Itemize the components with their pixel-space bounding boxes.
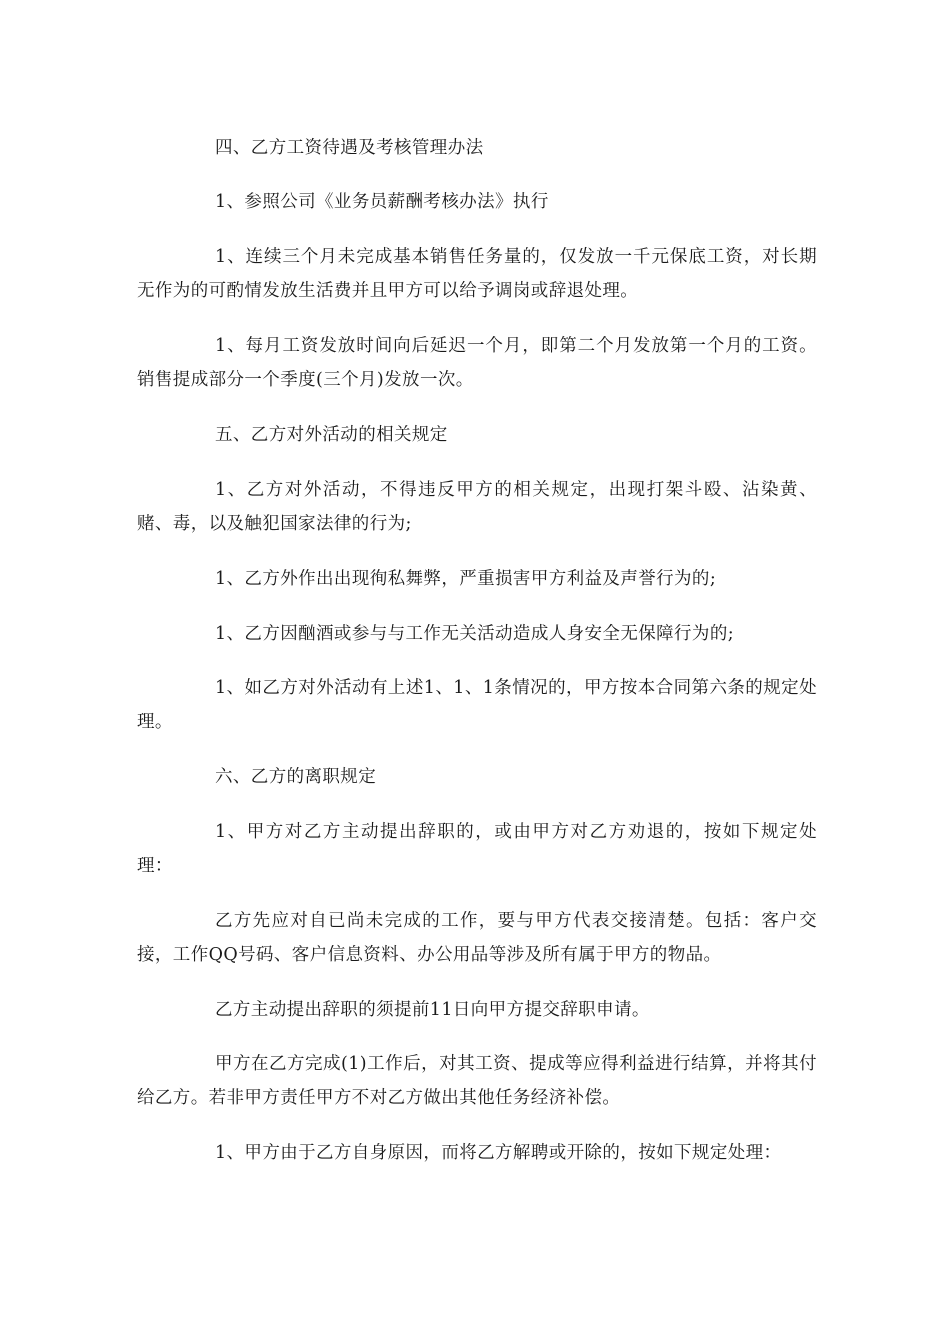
paragraph: 乙方先应对自已尚未完成的工作，要与甲方代表交接清楚。包括：客户交接，工作QQ号码、客户信息资料、办公用品等涉及所有属于甲方的物品。 [137, 911, 817, 965]
section-heading-6: 六、乙方的离职规定 [215, 767, 377, 787]
paragraph: 1、乙方因酗酒或参与与工作无关活动造成人身安全无保障行为的; [215, 624, 735, 644]
paragraph: 1、每月工资发放时间向后延迟一个月，即第二个月发放第一个月的工资。销售提成部分一个季度(三个月)发放一次。 [137, 336, 817, 390]
paragraph: 1、乙方外作出出现徇私舞弊，严重损害甲方利益及声誉行为的; [215, 569, 717, 589]
section-heading-4: 四、乙方工资待遇及考核管理办法 [215, 138, 484, 158]
section-heading-5: 五、乙方对外活动的相关规定 [215, 425, 448, 445]
paragraph: 甲方在乙方完成(1)工作后，对其工资、提成等应得利益进行结算，并将其付给乙方。若非甲方责任甲方不对乙方做出其他任务经济补偿。 [137, 1054, 817, 1108]
paragraph: 1、甲方对乙方主动提出辞职的，或由甲方对乙方劝退的，按如下规定处理： [137, 822, 817, 876]
paragraph: 1、甲方由于乙方自身原因，而将乙方解聘或开除的，按如下规定处理： [215, 1143, 782, 1163]
paragraph: 1、参照公司《业务员薪酬考核办法》执行 [215, 192, 549, 212]
paragraph: 1、如乙方对外活动有上述1、1、1条情况的，甲方按本合同第六条的规定处理。 [137, 678, 817, 732]
paragraph: 1、乙方对外活动，不得违反甲方的相关规定，出现打架斗殴、沾染黄、赌、毒，以及触犯国家法律的行为; [137, 480, 817, 534]
paragraph: 乙方主动提出辞职的须提前11日向甲方提交辞职申请。 [215, 1000, 650, 1020]
paragraph: 1、连续三个月未完成基本销售任务量的，仅发放一千元保底工资，对长期无作为的可酌情发放生活费并且甲方可以给予调岗或辞退处理。 [137, 247, 817, 301]
